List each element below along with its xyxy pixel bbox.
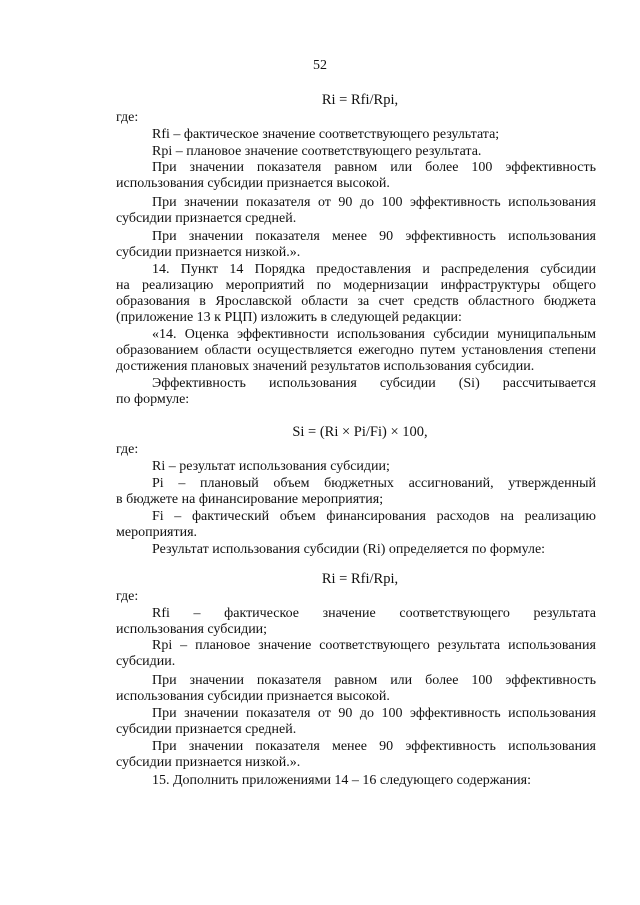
paragraph-quote-14: «14. Оценка эффективности использования субсидии муниципальным образованием области осуществляется ежегодно путем установления степени достижения плановых значений результатов использования субсидии.	[116, 327, 596, 374]
paragraph-medium-2: При значении показателя от 90 до 100 эффективность использования субсидии признается средней.	[116, 706, 596, 737]
where-label: где:	[116, 589, 139, 604]
definition-ri: Ri – результат использования субсидии;	[152, 459, 390, 474]
page-number: 52	[313, 58, 327, 73]
definition-fi: Fi – фактический объем финансирования расходов на реализацию мероприятия.	[116, 509, 596, 540]
paragraph-efficiency: Эффективность использования субсидии (Si) рассчитывается по формуле:	[116, 376, 596, 407]
paragraph-high: При значении показателя равном или более 100 эффективность использования субсидии признается высокой.	[116, 160, 596, 191]
where-label: где:	[116, 110, 139, 125]
formula-si: Si = (Ri × Pi/Fi) × 100,	[292, 424, 428, 440]
definition-rfi-2: Rfi – фактическое значение соответствующего результата использования субсидии;	[116, 606, 596, 637]
paragraph-medium: При значении показателя от 90 до 100 эффективность использования субсидии признается средней.	[116, 195, 596, 226]
result-ri-text: Результат использования субсидии (Ri) определяется по формуле:	[152, 542, 546, 557]
definition-rpi-2: Rpi – плановое значение соответствующего результата использования субсидии.	[116, 638, 596, 669]
formula-ri: Ri = Rfi/Rpi,	[321, 92, 399, 108]
definition-rfi: Rfi – фактическое значение соответствующего результата;	[152, 127, 500, 142]
formula-ri-2: Ri = Rfi/Rpi,	[321, 571, 399, 587]
paragraph-high-2: При значении показателя равном или более 100 эффективность использования субсидии признается высокой.	[116, 673, 596, 704]
paragraph-low-2: При значении показателя менее 90 эффективность использования субсидии признается низкой.».	[116, 739, 596, 770]
where-label: где:	[116, 442, 139, 457]
definition-rpi: Rpi – плановое значение соответствующего результата.	[152, 144, 482, 159]
paragraph-low: При значении показателя менее 90 эффективность использования субсидии признается низкой.».	[116, 229, 596, 260]
definition-pi: Pi – плановый объем бюджетных ассигнований, утвержденный в бюджете на финансирование мероприятия;	[116, 476, 596, 507]
paragraph-item-14: 14. Пункт 14 Порядка предоставления и распределения субсидии на реализацию мероприятий по модернизации инфраструктуры общего образования в Ярославской области за счет средств областного бюджета (приложение 13 к РЦП) изложить в следующей редакции:	[116, 262, 596, 325]
paragraph-item-15: 15. Дополнить приложениями 14 – 16 следующего содержания:	[152, 773, 531, 788]
